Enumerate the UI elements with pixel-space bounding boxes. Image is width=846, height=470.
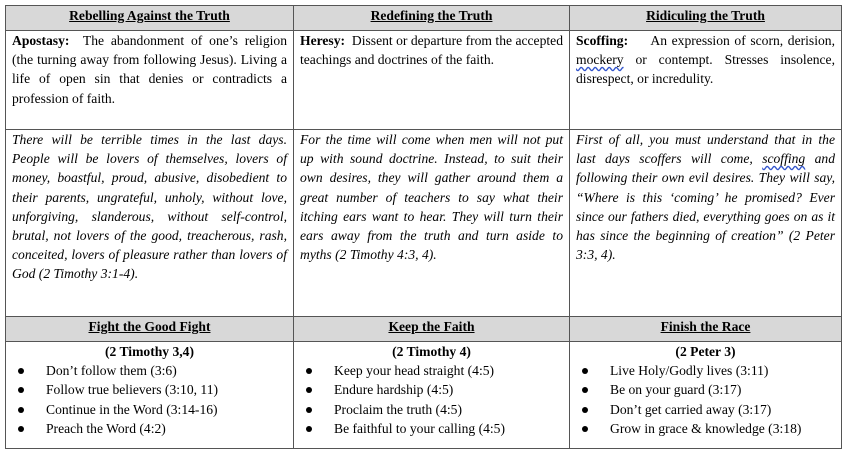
reference-2-timothy-3-4: (2 Timothy 3,4) xyxy=(105,344,194,359)
verse-2-peter-text-before: First of all, you must understand that in the last days scoffers will come, xyxy=(576,132,835,167)
bullet-icon xyxy=(18,387,24,393)
truth-table-document xyxy=(5,5,841,465)
list-item xyxy=(576,419,835,438)
list-item xyxy=(12,419,287,438)
bullet-icon xyxy=(306,426,312,432)
truth-table xyxy=(5,5,842,449)
definition-apostasy xyxy=(6,31,294,130)
list-item xyxy=(576,361,835,380)
list-cell-fight xyxy=(6,342,294,449)
list-item-text: Grow in grace & knowledge (3:18) xyxy=(610,421,802,437)
definition-heresy xyxy=(294,31,570,130)
term-apostasy: Apostasy: xyxy=(12,33,70,48)
header-redefining: Redefining the Truth xyxy=(294,6,570,31)
header-ridiculing: Ridiculing the Truth xyxy=(570,6,842,31)
list-item-text: Proclaim the truth (4:5) xyxy=(334,401,462,417)
bullet-list-keep-faith xyxy=(300,361,563,439)
list-row xyxy=(6,342,842,449)
verse-2-peter-text-after: and following their own evil desires. They will say, “Where is this ‘coming’ he promised? Ever since our fathers died, everything goes on as it has since the beginning of creation” (2 Peter 3:3, 4). xyxy=(576,151,835,263)
list-item-text: Don’t follow them (3:6) xyxy=(46,363,177,378)
list-cell-keep-faith xyxy=(294,342,570,449)
bottom-header-row xyxy=(6,317,842,342)
bullet-icon xyxy=(306,407,312,413)
header-keep-faith: Keep the Faith xyxy=(294,317,570,342)
list-item-text: Don’t get carried away (3:17) xyxy=(610,401,772,417)
verse-row xyxy=(6,130,842,317)
list-item-text: Endure hardship (4:5) xyxy=(334,382,454,398)
bullet-icon xyxy=(306,368,312,374)
bullet-icon xyxy=(18,426,24,432)
term-scoffing: Scoffing: xyxy=(576,33,629,48)
spellcheck-mark-scoffing: scoffing xyxy=(762,151,806,167)
list-item xyxy=(300,400,563,419)
list-item xyxy=(12,361,287,380)
bullet-icon xyxy=(582,368,588,374)
spellcheck-mark-mockery: mockery xyxy=(576,52,624,68)
list-item xyxy=(12,400,287,419)
definition-heresy-text: Dissent or departure from the accepted teachings and doctrines of the faith. xyxy=(300,33,563,68)
definition-scoffing-text-after: or contempt. Stresses insolence, disrespect, or incredulity. xyxy=(576,52,835,87)
list-item xyxy=(300,419,563,438)
bullet-icon xyxy=(582,387,588,393)
definition-scoffing xyxy=(570,31,842,130)
list-item-text: Live Holy/Godly lives (3:11) xyxy=(610,363,769,378)
definition-scoffing-text-before: An expression of scorn, derision, xyxy=(650,33,835,48)
list-cell-finish-race xyxy=(570,342,842,449)
list-item-text: Preach the Word (4:2) xyxy=(46,421,166,437)
definition-apostasy-text: The abandonment of one’s religion (the turning away from following Jesus). Living a life of open sin that denies or contradicts a profession of faith. xyxy=(12,33,287,106)
header-finish-race: Finish the Race xyxy=(570,317,842,342)
reference-2-peter-3: (2 Peter 3) xyxy=(675,344,736,359)
header-fight-good-fight: Fight the Good Fight xyxy=(6,317,294,342)
reference-2-timothy-4: (2 Timothy 4) xyxy=(392,344,471,359)
bullet-list-finish-race xyxy=(576,361,835,439)
list-item xyxy=(576,400,835,419)
list-item-text: Be on your guard (3:17) xyxy=(610,382,742,398)
verse-2-timothy-3: There will be terrible times in the last days. People will be lovers of themselves, lovers of money, boastful, proud, abusive, disobedient to their parents, ungrateful, unholy, without love, unforgiving, slanderous, without self-control, brutal, not lovers of the good, treacherous, rash, conceited, lovers of pleasure rather than lovers of God (2 Timothy 3:1-4). xyxy=(6,130,294,317)
list-item-text: Be faithful to your calling (4:5) xyxy=(334,421,506,437)
term-heresy: Heresy: xyxy=(300,33,346,48)
bullet-icon xyxy=(582,407,588,413)
verse-2-peter-3 xyxy=(570,130,842,317)
list-item xyxy=(12,380,287,399)
bullet-icon xyxy=(18,368,24,374)
bullet-list-fight xyxy=(12,361,287,439)
verse-2-timothy-4: For the time will come when men will not put up with sound doctrine. Instead, to suit their own desires, they will gather around them a great number of teachers to say what their itching ears want to hear. They will turn their ears away from the truth and turn aside to myths (2 Timothy 4:3, 4). xyxy=(294,130,570,317)
list-item-text: Follow true believers (3:10, 11) xyxy=(46,382,219,398)
bullet-icon xyxy=(306,387,312,393)
list-item-text: Keep your head straight (4:5) xyxy=(334,363,495,378)
list-item xyxy=(576,380,835,399)
list-item xyxy=(300,361,563,380)
list-item xyxy=(300,380,563,399)
list-item-text: Continue in the Word (3:14-16) xyxy=(46,401,218,417)
definition-row xyxy=(6,31,842,130)
top-header-row xyxy=(6,6,842,31)
header-rebelling: Rebelling Against the Truth xyxy=(6,6,294,31)
bullet-icon xyxy=(18,407,24,413)
bullet-icon xyxy=(582,426,588,432)
